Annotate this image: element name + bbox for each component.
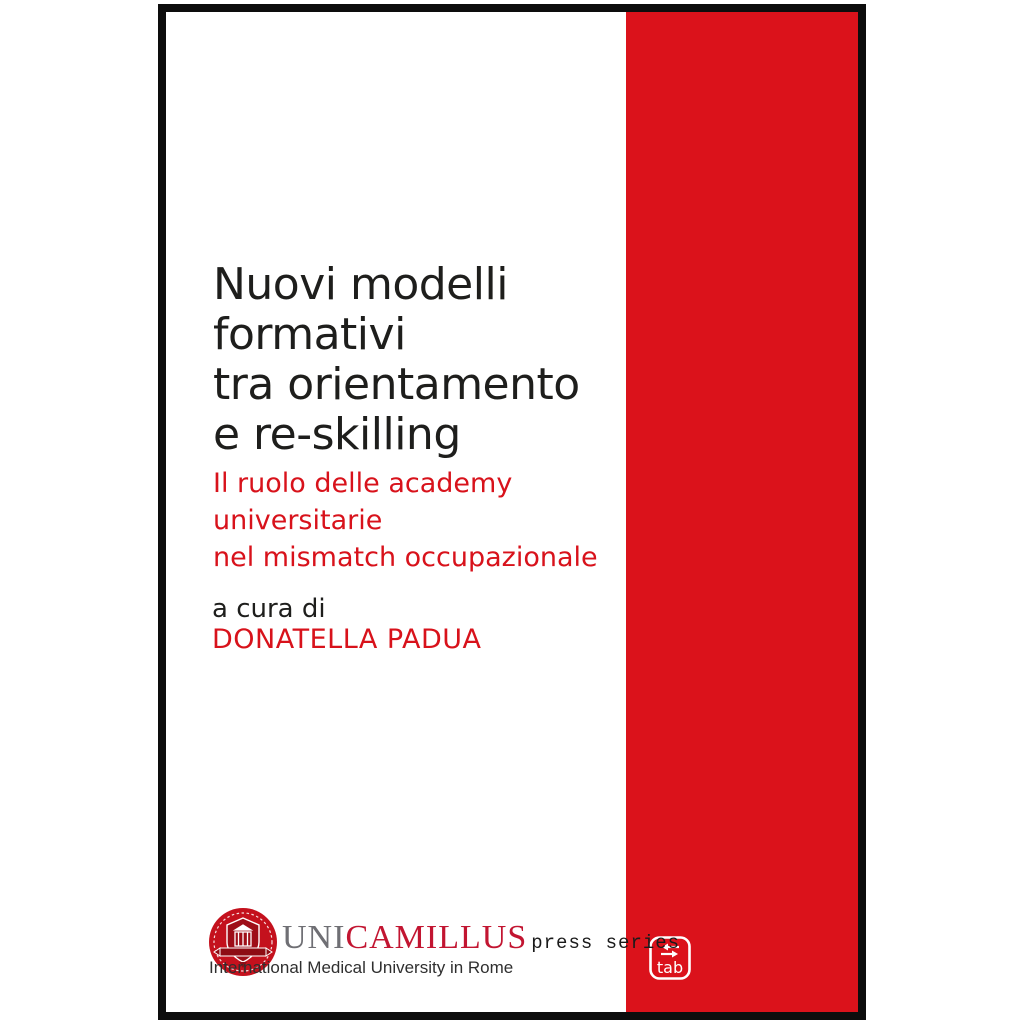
title-line: formativi xyxy=(213,309,406,360)
tab-logo-text: tab xyxy=(656,958,684,977)
subtitle-line: Il ruolo delle academy xyxy=(213,468,513,499)
brand-camillus: CAMILLUS xyxy=(345,919,528,956)
brand-series: press series xyxy=(531,932,681,954)
editor-name: DONATELLA PADUA xyxy=(212,624,482,655)
title-line: Nuovi modelli xyxy=(213,259,508,310)
title-line: e re-skilling xyxy=(213,409,461,460)
cover-frame xyxy=(158,4,866,1020)
subtitle-line: nel mismatch occupazionale xyxy=(213,542,598,573)
publisher-brand xyxy=(282,918,680,963)
brand-uni: UNI xyxy=(282,919,346,956)
publisher-tagline: International Medical University in Rome xyxy=(209,958,514,977)
title-line: tra orientamento xyxy=(213,359,580,410)
subtitle-line: universitarie xyxy=(213,505,383,536)
editor-prefix: a cura di xyxy=(212,594,326,624)
red-stripe xyxy=(626,12,858,1012)
